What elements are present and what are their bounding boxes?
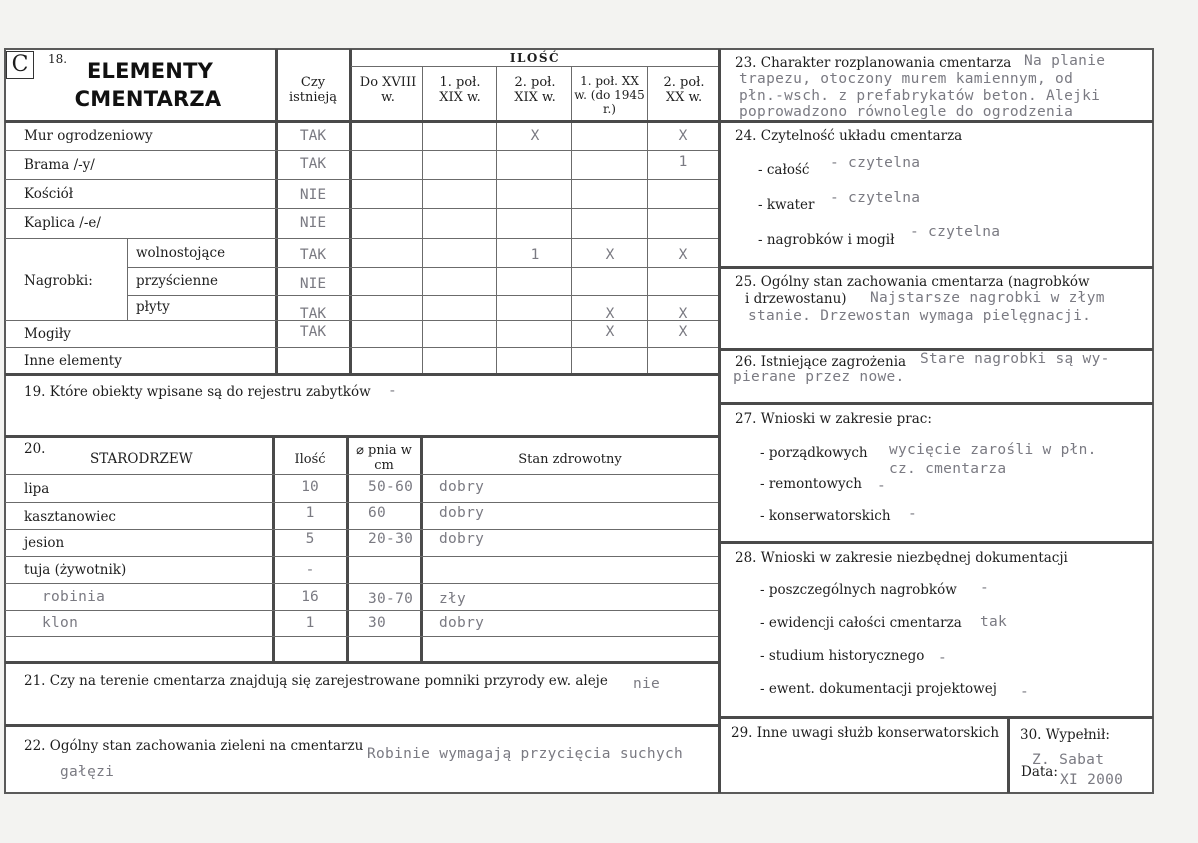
s20-row-line (5, 556, 718, 557)
s20-bottom (5, 661, 718, 664)
s24-bottom (719, 266, 1153, 269)
s28-studium-value: - (938, 650, 948, 666)
s25-label-line1: 25. Ogólny stan zachowania cmentarza (nagrobków (735, 274, 1090, 290)
section-letter: C (6, 51, 34, 79)
c2xix-value: X (530, 128, 540, 144)
exists-value: TAK (299, 156, 327, 172)
s29-label: 29. Inne uwagi służb konserwatorskich (731, 725, 1000, 741)
s27-porzadkowych-value2: cz. cmentarza (889, 461, 1007, 477)
exists-value: NIE (299, 276, 327, 292)
s23-line2: trapezu, otoczony murem kamiennym, od (739, 71, 1074, 87)
s18-col-divider-6 (647, 67, 648, 374)
s28-projektowej-label: - ewent. dokumentacji projektowej (760, 681, 997, 697)
s28-bottom (719, 716, 1153, 719)
tree-name: jesion (24, 535, 65, 551)
tree-name: robinia (42, 589, 106, 605)
s28-nagrobkow-value: - (980, 580, 990, 596)
s25-value-line1: Najstarsze nagrobki w złym (870, 290, 1105, 306)
s27-label: 27. Wnioski w zakresie prac: (735, 411, 932, 427)
s18-col-divider-5 (571, 67, 572, 374)
row-label: przyścienne (136, 273, 219, 289)
s23-line1: Na planie (1024, 53, 1106, 69)
tree-health: dobry (439, 615, 485, 631)
s24-nagrobkow-value: - czytelna (910, 224, 1001, 240)
s18-ilosc-header: ILOŚĆ (509, 51, 561, 65)
s28-nagrobkow-label: - poszczególnych nagrobków (760, 582, 957, 598)
s24-kwater-value: - czytelna (830, 190, 921, 206)
s19-value: - (388, 383, 398, 399)
s27-remontowych-label: - remontowych (760, 476, 862, 492)
s18-title-line2: CMENTARZA (74, 87, 222, 111)
tree-count: - (305, 562, 315, 578)
tree-diameter: 60 (368, 505, 387, 521)
row-label: Mur ogrodzeniowy (24, 128, 153, 144)
row-label: Kościół (24, 186, 74, 202)
nagrobki-label: Nagrobki: (24, 273, 93, 289)
s18-row-line (5, 238, 718, 239)
c1xx-value: X (605, 306, 615, 322)
s18-row-line (128, 295, 718, 296)
row-label: płyty (136, 299, 170, 315)
c2xx-value: X (678, 306, 688, 322)
c2xx-value: X (678, 324, 688, 340)
s18-ilosc-line (351, 66, 718, 67)
c2xx-value: 1 (678, 154, 688, 170)
s18-col-1xix: 1. poł. XIX w. (439, 75, 481, 105)
s18-col-1xx: 1. poł. XX w. (do 1945 r.) (574, 74, 645, 116)
s18-col-2xix: 2. poł. XIX w. (514, 75, 556, 105)
tree-health: dobry (439, 531, 485, 547)
exists-value: TAK (299, 324, 327, 340)
s24-kwater-label: - kwater (758, 197, 815, 213)
s19-label: 19. Które obiekty wpisane są do rejestru zabytków (24, 384, 371, 400)
s23-label: 23. Charakter rozplanowania cmentarza (735, 55, 1012, 71)
s27-porzadkowych-value1: wycięcie zarośli w płn. (889, 442, 1097, 458)
s22-label: 22. Ogólny stan zachowania zieleni na cmentarzu (24, 738, 364, 754)
s20-col-count: Ilość (294, 452, 326, 467)
s24-label: 24. Czytelność układu cmentarza (735, 128, 963, 144)
s28-studium-label: - studium historycznego (760, 648, 925, 664)
s18-row-line (5, 208, 718, 209)
s30-name: Z. Sabat (1032, 752, 1105, 768)
tree-name: klon (42, 615, 79, 631)
s27-porzadkowych-label: - porządkowych (760, 445, 868, 461)
s28-projektowej-value: - (1020, 684, 1030, 700)
c1xx-value: X (605, 247, 615, 263)
s26-value-line2: pierane przez nowe. (733, 369, 905, 385)
tree-diameter: 20-30 (368, 531, 414, 547)
row-label: Brama /-y/ (24, 157, 95, 173)
tree-name: tuja (żywotnik) (24, 562, 127, 578)
s26-value-line1: Stare nagrobki są wy- (920, 351, 1110, 367)
s18-col-2xx: 2. poł. XX w. (663, 75, 705, 105)
s24-calosc-value: - czytelna (830, 155, 921, 171)
row-label: Mogiły (24, 326, 71, 342)
tree-health: zły (439, 591, 467, 607)
tree-count: 1 (305, 615, 315, 631)
exists-value: TAK (299, 128, 327, 144)
s21-value: nie (633, 676, 661, 692)
row-label: Kaplica /-e/ (24, 215, 101, 231)
exists-value: NIE (299, 187, 327, 203)
s28-ewidencji-label: - ewidencji całości cmentarza (760, 615, 962, 631)
row-label: Inne elementy (24, 353, 122, 369)
exists-value: TAK (299, 306, 327, 322)
tree-count: 16 (301, 589, 319, 605)
s23-line4: poprowadzono równolegle do ogrodzenia (739, 104, 1074, 120)
s20-title: STARODRZEW (90, 451, 193, 467)
s18-row-line (128, 267, 718, 268)
s27-bottom (719, 541, 1153, 544)
tree-health: dobry (439, 479, 485, 495)
s18-number: 18. (48, 52, 68, 66)
tree-count: 5 (305, 531, 315, 547)
s18-col-divider-2 (349, 49, 352, 374)
row-label: wolnostojące (136, 245, 226, 261)
s20-row-line (5, 529, 718, 530)
s22-value-line2: gałęzi (60, 764, 115, 780)
s27-konserwatorskich-value: - (908, 506, 918, 522)
s18-nagrobki-divider (127, 238, 128, 320)
s20-number: 20. (24, 441, 46, 457)
s21-bottom (5, 724, 718, 727)
s23-bottom (719, 120, 1153, 123)
exists-value: NIE (299, 215, 327, 231)
c1xx-value: X (605, 324, 615, 340)
s18-title-line1: ELEMENTY (86, 59, 214, 83)
s25-label-line2: i drzewostanu) (745, 291, 847, 307)
s19-bottom (5, 435, 718, 438)
s18-col-divider-3 (422, 67, 423, 374)
tree-diameter: 30 (368, 615, 387, 631)
s21-label: 21. Czy na terenie cmentarza znajdują się zarejestrowane pomniki przyrody ew. aleje (24, 673, 608, 689)
tree-diameter: 50-60 (368, 479, 414, 495)
s20-row-line (5, 474, 718, 475)
s23-line3: płn.-wsch. z prefabrykatów beton. Alejki (739, 88, 1101, 104)
s20-col-divider-3 (420, 436, 423, 662)
s28-label: 28. Wnioski w zakresie niezbędnej dokumentacji (735, 550, 1068, 566)
exists-value: TAK (299, 247, 327, 263)
s30-date-value: XI 2000 (1060, 772, 1124, 788)
s20-row-line (5, 502, 718, 503)
s30-label: 30. Wypełnił: (1020, 727, 1110, 743)
s18-header-bottom (5, 120, 718, 123)
tree-diameter: 30-70 (368, 591, 414, 607)
tree-health: dobry (439, 505, 485, 521)
s26-label: 26. Istniejące zagrożenia (735, 354, 907, 370)
tree-name: lipa (24, 481, 50, 497)
s20-col-diameter: ⌀ pnia w cm (356, 443, 412, 473)
tree-name: kasztanowiec (24, 509, 116, 525)
s18-col-xviii: Do XVIII w. (359, 75, 417, 105)
s28-ewidencji-value: tak (980, 614, 1008, 630)
s20-row-line (5, 636, 718, 637)
s18-row-line (5, 150, 718, 151)
s27-konserwatorskich-label: - konserwatorskich (760, 508, 891, 524)
s18-row-line (5, 347, 718, 348)
main-divider (718, 49, 721, 793)
tree-count: 1 (305, 505, 315, 521)
c2xix-value: 1 (530, 247, 540, 263)
s18-row-line (5, 179, 718, 180)
s22-value-line1: Robinie wymagają przycięcia suchych (367, 746, 684, 762)
s24-nagrobkow-label: - nagrobków i mogił (758, 232, 895, 248)
c2xx-value: X (678, 128, 688, 144)
s20-row-line (5, 610, 718, 611)
s20-row-line (5, 583, 718, 584)
c2xx-value: X (678, 247, 688, 263)
s25-value-line2: stanie. Drzewostan wymaga pielęgnacji. (748, 308, 1092, 324)
s18-bottom (5, 373, 718, 376)
s29-s30-divider (1007, 717, 1010, 793)
tree-count: 10 (301, 479, 319, 495)
s18-col-exists: Czy istnieją (288, 75, 338, 105)
s24-calosc-label: - całość (758, 162, 810, 178)
s26-bottom (719, 402, 1153, 405)
s18-col-divider-4 (496, 67, 497, 374)
s27-remontowych-value: - (877, 478, 887, 494)
s20-col-health: Stan zdrowotny (518, 452, 622, 467)
s30-date-label: Data: (1021, 764, 1058, 780)
